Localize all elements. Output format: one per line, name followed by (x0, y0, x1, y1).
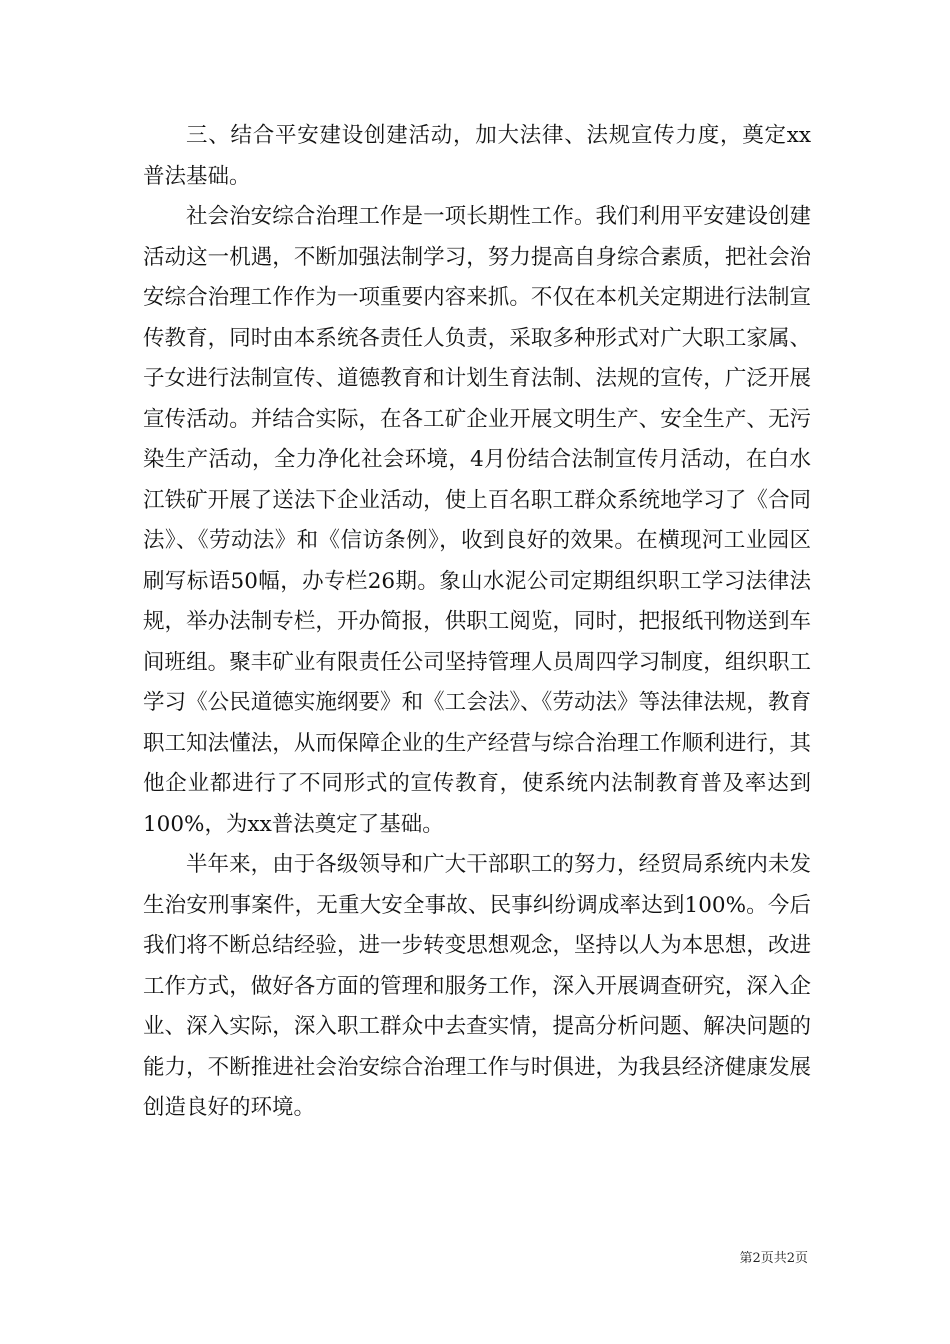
page-number-footer: 第2页共2页 (739, 1251, 808, 1266)
document-body (143, 116, 811, 1129)
body-paragraph: 社会治安综合治理工作是一项长期性工作。我们利用平安建设创建活动这一机遇，不断加强法制学习，努力提高自身综合素质，把社会治安综合治理工作作为一项重要内容来抓。不仅在本机关定期进行法制宣传教育，同时由本系统各责任人负责，采取多种形式对广大职工家属、子女进行法制宣传、道德教育和计划生育法制、法规的宣传，广泛开展宣传活动。并结合实际，在各工矿企业开展文明生产、安全生产、无污染生产活动，全力净化社会环境，4月份结合法制宣传月活动，在白水江铁矿开展了送法下企业活动，使上百名职工群众系统地学习了《合同法》、《劳动法》和《信访条例》，收到良好的效果。在横现河工业园区刷写标语50幅，办专栏26期。象山水泥公司定期组织职工学习法律法规，举办法制专栏，开办简报，供职工阅览，同时，把报纸刊物送到车间班组。聚丰矿业有限责任公司坚持管理人员周四学习制度，组织职工学习《公民道德实施纲要》和《工会法》、《劳动法》等法律法规，教育职工知法懂法，从而保障企业的生产经营与综合治理工作顺利进行，其他企业都进行了不同形式的宣传教育，使系统内法制教育普及率达到100%，为xx普法奠定了基础。 (143, 204, 811, 837)
section-heading-paragraph: 三、结合平安建设创建活动，加大法律、法规宣传力度，奠定xx普法基础。 (143, 123, 811, 189)
body-paragraph: 半年来，由于各级领导和广大干部职工的努力，经贸局系统内未发生治安刑事案件，无重大安全事故、民事纠纷调成率达到100%。今后我们将不断总结经验，进一步转变思想观念，坚持以人为本思想，改进工作方式，做好各方面的管理和服务工作，深入开展调查研究，深入企业、深入实际，深入职工群众中去查实情，提高分析问题、解决问题的能力，不断推进社会治安综合治理工作与时俱进，为我县经济健康发展创造良好的环境。 (143, 852, 811, 1120)
